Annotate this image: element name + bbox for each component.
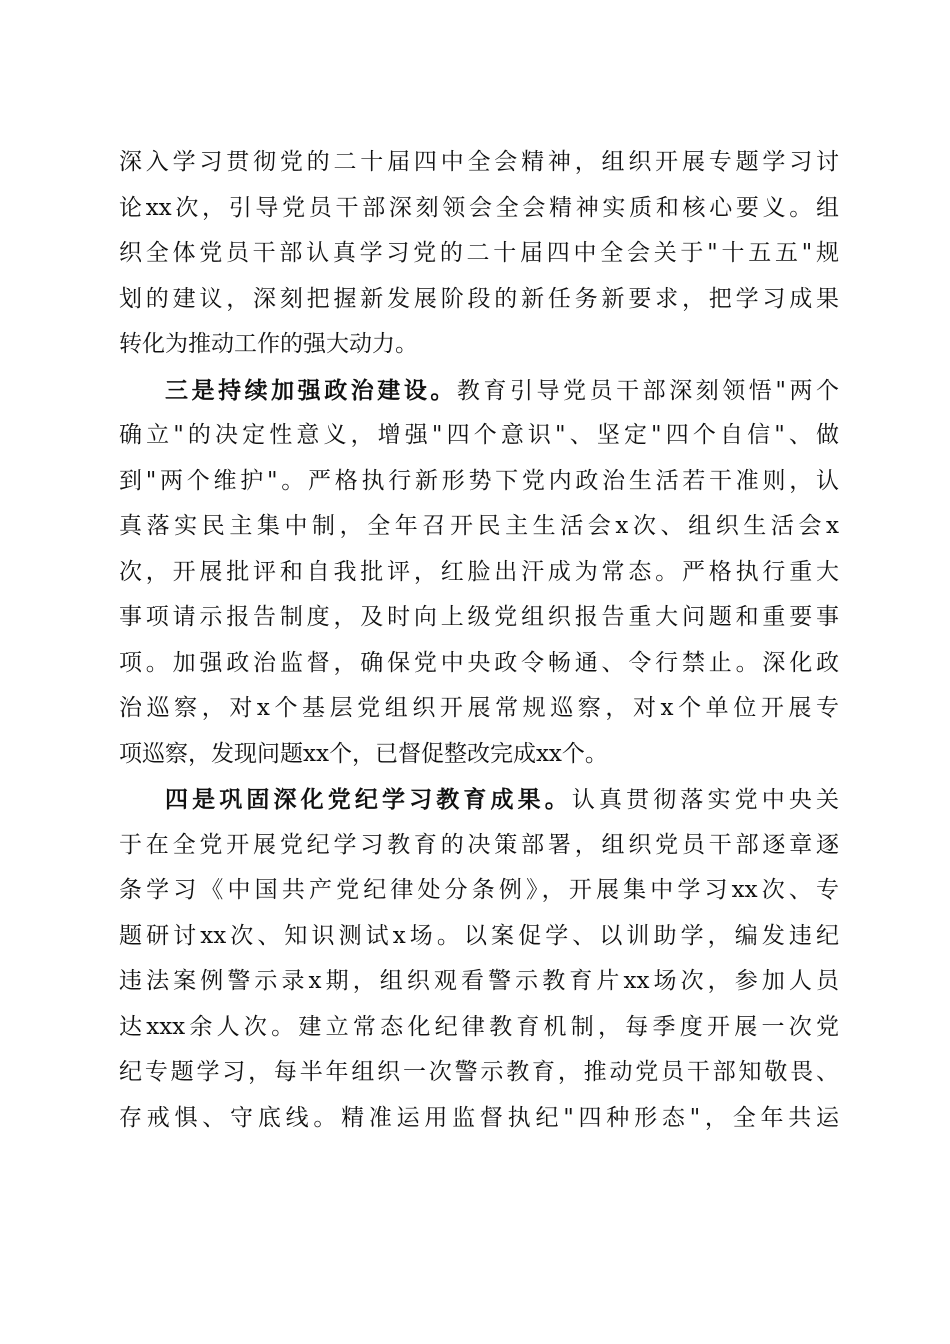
text-line: 转化为推动工作的强大动力。 — [119, 331, 418, 357]
text-line: 存戒惧、守底线。精准运用监督执纪"四种形态"，全年共运 — [119, 1104, 839, 1131]
paragraph-heading: 三是持续加强政治建设。 — [165, 376, 457, 404]
text-line: 划的建议，深刻把握新发展阶段的新任务新要求，把学习成果 — [119, 285, 839, 312]
text-line: 违法案例警示录x期，组织观看警示教育片xx场次，参加人员 — [119, 968, 839, 994]
document-body — [119, 140, 839, 1141]
text-line: 深入学习贯彻党的二十届四中全会精神，组织开展专题学习讨 — [119, 149, 839, 175]
text-line: 纪专题学习，每半年组织一次警示教育，推动党员干部知敬畏、 — [119, 1059, 839, 1085]
text-line: 项巡察，发现问题xx个，已督促整改完成xx个。 — [119, 740, 608, 767]
text-line: 治巡察，对x个基层党组织开展常规巡察，对x个单位开展专 — [119, 695, 839, 721]
text-run: 认真贯彻落实党中央关 — [571, 787, 839, 813]
paragraph-1 — [119, 140, 839, 368]
paragraph-3 — [119, 777, 839, 1141]
text-line: 织全体党员干部认真学习党的二十届四中全会关于"十五五"规 — [119, 240, 839, 266]
paragraph-2 — [119, 368, 839, 778]
text-line: 确立"的决定性意义，增强"四个意识"、坚定"四个自信"、做 — [119, 422, 839, 448]
text-run: 教育引导党员干部深刻领悟"两个 — [456, 377, 839, 404]
text-line: 于在全党开展党纪学习教育的决策部署，组织党员干部逐章逐 — [119, 831, 839, 858]
text-line: 题研讨xx次、知识测试x场。以案促学、以训助学，编发违纪 — [119, 922, 839, 949]
text-line: 条学习《中国共产党纪律处分条例》，开展集中学习xx次、专 — [119, 877, 839, 903]
text-line: 次，开展批评和自我批评，红脸出汗成为常态。严格执行重大 — [119, 558, 839, 585]
text-line — [119, 368, 839, 414]
text-line: 事项请示报告制度，及时向上级党组织报告重大问题和重要事 — [119, 604, 839, 630]
text-line: 项。加强政治监督，确保党中央政令畅通、令行禁止。深化政 — [119, 649, 839, 676]
text-line: 真落实民主集中制，全年召开民主生活会x次、组织生活会x — [119, 513, 839, 539]
text-line: 达xxx余人次。建立常态化纪律教育机制，每季度开展一次党 — [119, 1013, 839, 1040]
text-line: 到"两个维护"。严格执行新形势下党内政治生活若干准则，认 — [119, 467, 839, 494]
text-line — [119, 777, 839, 823]
paragraph-heading: 四是巩固深化党纪学习教育成果。 — [165, 786, 572, 813]
text-line: 论xx次，引导党员干部深刻领会全会精神实质和核心要义。组 — [119, 194, 839, 221]
